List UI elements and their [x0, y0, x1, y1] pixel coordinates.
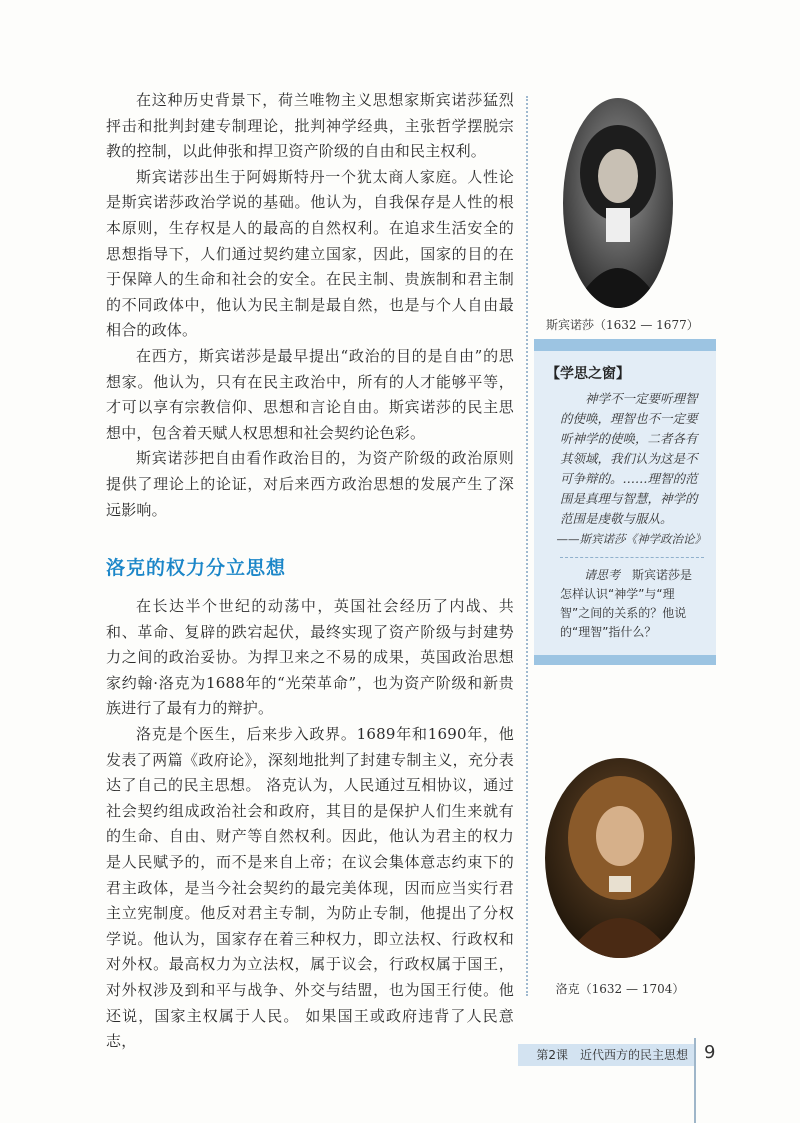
- question-text: 斯宾诺莎是怎样认识“神学”与“理智”之间的关系的？他说的“理智”指什么？: [560, 568, 693, 639]
- page-edge-line: [694, 1038, 696, 1123]
- sidebar-quote-source: ——斯宾诺莎《神学政治论》: [556, 532, 706, 546]
- section-heading-locke: 洛克的权力分立思想: [106, 557, 287, 580]
- locke-portrait: [545, 758, 695, 958]
- question-label: 请思考: [584, 568, 621, 582]
- sidebar-bottom-bar: [534, 655, 716, 665]
- lesson-footer: 第2课 近代西方的民主思想: [518, 1044, 694, 1066]
- spinoza-caption: 斯宾诺莎（1632 — 1677）: [546, 318, 699, 332]
- paragraph-spinoza-freedom: 在西方，斯宾诺莎是最早提出“政治的目的是自由”的思想家。他认为，只有在民主政治中，所有的人才能够平等，才可以享有宗教信仰、思想和言论自由。斯宾诺莎的民主思想中，包含着天赋人权思想和社会契约论色彩。: [106, 346, 514, 442]
- sidebar-title: 【学思之窗】: [546, 366, 630, 382]
- sidebar-top-bar: [534, 339, 716, 351]
- main-text-column: [106, 88, 514, 1055]
- sidebar-quote: 神学不一定要听理智的使唤，理智也不一定要听神学的使唤，二者各有其领域，我们认为这是不可争辩的。……理智的范围是真理与智慧，神学的范围是虔敬与服从。: [560, 391, 698, 526]
- paragraph-locke-history: 在长达半个世纪的动荡中，英国社会经历了内战、共和、革命、复辟的跌宕起伏，最终实现了资产阶级与封建势力之间的政治妥协。为捍卫来之不易的成果，英国政治思想家约翰·洛克为1688年的“光荣革命”，也为资产阶级和新贵族进行了最有力的辩护。: [106, 597, 514, 718]
- paragraph-locke-thought: 洛克是个医生，后来步入政界。1689年和1690年，他发表了两篇《政府论》，深刻地批判了封建专制主义，充分表达了自己的民主思想。 洛克认为，人民通过互相协议，通过社会契约组成政治社会和政府，其目的是保护人们生来就有的生命、自由、财产等自然权利。因此，他认为君主的权力是人民赋予的，而不是来自上帝；在议会集体意志约束下的君主政体，是当今社会契约的最完美体现，因而应当实行君主立宪制度。他反对君主专制，为防止专制，他提出了分权学说。他认为，国家存在着三种权力，即立法权、行政权和对外权。最高权力为立法权，属于议会，行政权属于国王，对外权涉及到和平与战争、外交与结盟，也为国王行使。他还说，国家主权属于人民。 如果国王或政府违背了人民意志，: [106, 725, 514, 1051]
- locke-caption: 洛克（1632 — 1704）: [555, 982, 685, 996]
- paragraph-spinoza-influence: 斯宾诺莎把自由看作政治目的，为资产阶级的政治原则提供了理论上的论证，对后来西方政治思想的发展产生了深远影响。: [106, 449, 514, 519]
- paragraph-spinoza-background: 斯宾诺莎出生于阿姆斯特丹一个犹太商人家庭。人性论是斯宾诺莎政治学说的基础。他认为，自我保存是人性的根本原则，生存权是人的最高的自然权利。在追求生活安全的思想指导下，人们通过契约建立国家，因此，国家的目的在于保障人的生命和社会的安全。在民主制、贵族制和君主制的不同政体中，他认为民主制是最自然，也是与个人自由最相合的政体。: [106, 167, 514, 340]
- spinoza-portrait: [563, 98, 673, 308]
- sidebar-divider: [560, 557, 704, 558]
- page-number: 9: [704, 1042, 716, 1063]
- column-divider: [526, 96, 528, 996]
- paragraph-spinoza-intro: 在这种历史背景下，荷兰唯物主义思想家斯宾诺莎猛烈抨击和批判封建专制理论，批判神学经典，主张哲学摆脱宗教的控制，以此伸张和捍卫资产阶级的自由和民主权利。: [106, 91, 514, 161]
- study-window-box: [534, 339, 716, 665]
- sidebar-question: [560, 566, 704, 642]
